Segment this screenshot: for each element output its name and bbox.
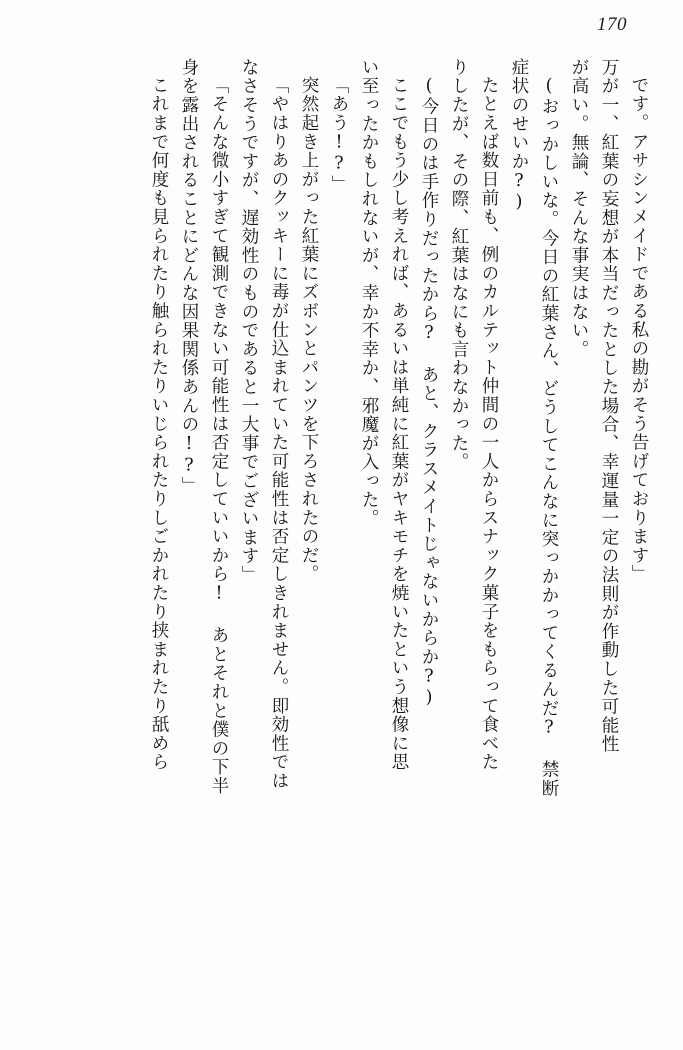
text-column: です。アサシンメイドである私の勘がそう告げております」 (629, 76, 649, 584)
text-column: い至ったかもしれないが、幸か不幸か、邪魔が入った。 (359, 58, 379, 528)
text-column: 症状のせいか?) (509, 58, 529, 214)
text-column: 身を露出されることにどんな因果関係あんの!?」 (179, 58, 199, 496)
text-column: (今日のは手作りだったから? あと、クラスメイトじゃないからか?) (419, 76, 439, 709)
text-column: なさそうですが、遅効性のものであると一大事でございます」 (239, 58, 259, 585)
text-column: (おっかしいな。今日の紅葉さん、どうしてこんなに突っかかってくるんだ? 禁断 (539, 76, 559, 798)
text-column: たとえば数日前も、例のカルテット仲間の一人からスナック菓子をもらって食べた (479, 76, 499, 772)
text-column: 万が一、紅葉の妄想が本当だったとした場合、幸運量一定の法則が作動した可能性 (599, 58, 619, 754)
text-column: 突然起き上がった紅葉にズボンとパンツを下ろされたのだ。 (299, 76, 319, 584)
vertical-text-body (36, 58, 647, 1024)
text-column: ここでもう少し考えれば、あるいは単純に紅葉がヤキモチを焼いたという想像に思 (389, 76, 409, 772)
text-column: 「やはりあのクッキーに毒が仕込まれていた可能性は否定しきれません。即効性では (269, 76, 289, 791)
page-number: 170 (597, 14, 627, 35)
text-column: が高い。無論、そんな事実はない。 (569, 58, 589, 359)
text-column: 「そんな微小すぎて観測できない可能性は否定していいから! あとそれと僕の下半 (209, 76, 229, 796)
text-column: これまで何度も見られたり触られたりいじられたりしごかれたり挟まれたり舐めら (149, 76, 169, 772)
text-column: りしたが、その際、紅葉はなにも言わなかった。 (449, 58, 469, 472)
text-column: 「あう!?」 (329, 76, 349, 194)
